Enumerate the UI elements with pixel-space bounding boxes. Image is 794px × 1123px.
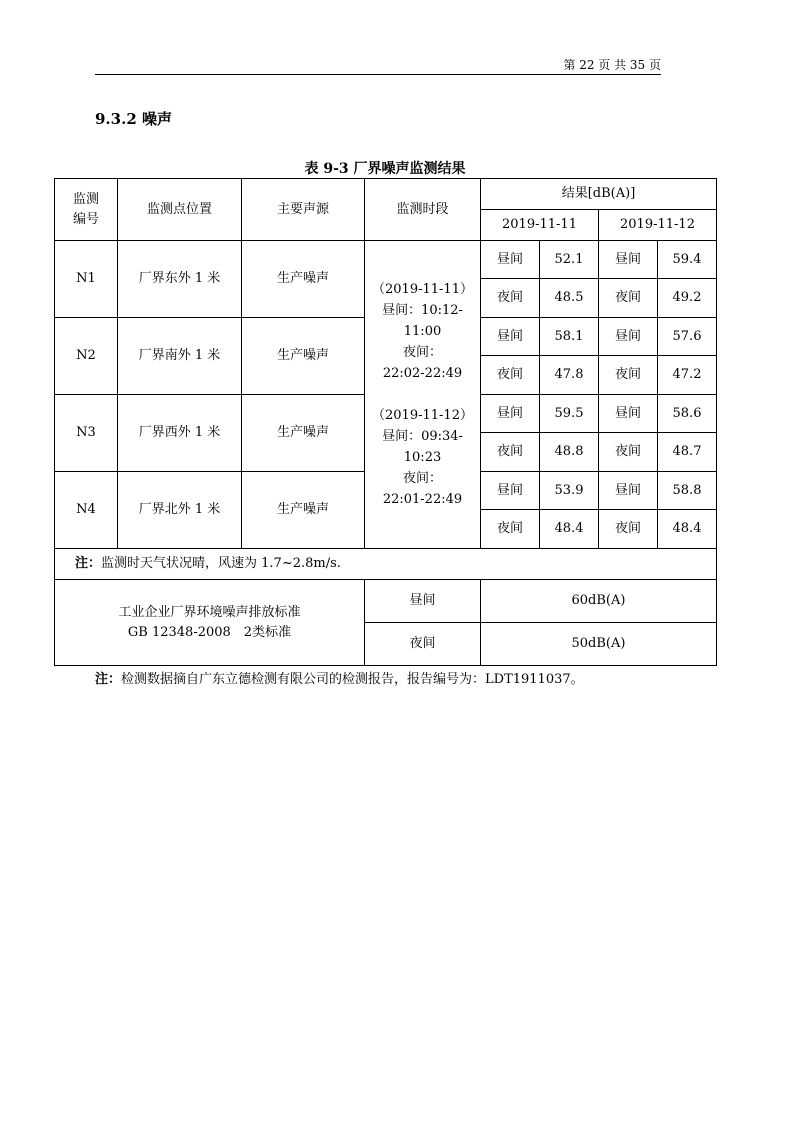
value-cell: 48.4 xyxy=(540,510,599,549)
standard-day-value: 60dB(A) xyxy=(481,580,717,623)
day-label: 昼间 xyxy=(599,241,658,279)
night-label: 夜间 xyxy=(599,510,658,549)
value-cell: 47.8 xyxy=(540,356,599,395)
day-label: 昼间 xyxy=(599,318,658,356)
noise-source: 生产噪声 xyxy=(242,318,365,395)
noise-source: 生产噪声 xyxy=(242,472,365,549)
value-cell: 58.6 xyxy=(658,395,717,433)
value-cell: 58.1 xyxy=(540,318,599,356)
value-cell: 53.9 xyxy=(540,472,599,510)
header-id: 监测编号 xyxy=(55,179,118,241)
value-cell: 58.8 xyxy=(658,472,717,510)
night-label: 夜间 xyxy=(599,279,658,318)
value-cell: 48.8 xyxy=(540,433,599,472)
night-label: 夜间 xyxy=(599,356,658,395)
page-number: 第 22 页 共 35 页 xyxy=(563,58,661,72)
weather-note-row xyxy=(55,549,717,580)
page-header xyxy=(95,58,661,75)
header-date-2: 2019-11-12 xyxy=(599,210,717,241)
standard-day-label: 昼间 xyxy=(365,580,481,623)
day-label: 昼间 xyxy=(599,472,658,510)
header-source: 主要声源 xyxy=(242,179,365,241)
header-date-1: 2019-11-11 xyxy=(481,210,599,241)
noise-source: 生产噪声 xyxy=(242,241,365,318)
table-row xyxy=(55,241,717,279)
monitoring-period: （2019-11-11） 昼间：10:12- 11:00 夜间： 22:02-22:49 （2019-11-12） 昼间：09:34- 10:23 夜间： 22:01-22:49 xyxy=(365,241,481,549)
point-location: 厂界东外 1 米 xyxy=(118,241,242,318)
header-location: 监测点位置 xyxy=(118,179,242,241)
value-cell: 48.7 xyxy=(658,433,717,472)
point-id: N1 xyxy=(55,241,118,318)
standard-name: 工业企业厂界环境噪声排放标准 GB 12348-2008 2类标准 xyxy=(55,580,365,666)
value-cell: 48.4 xyxy=(658,510,717,549)
point-location: 厂界西外 1 米 xyxy=(118,395,242,472)
standard-row xyxy=(55,580,717,623)
night-label: 夜间 xyxy=(481,510,540,549)
header-period: 监测时段 xyxy=(365,179,481,241)
point-id: N3 xyxy=(55,395,118,472)
weather-note: 注：监测时天气状况晴，风速为 1.7~2.8m/s. xyxy=(55,549,717,580)
day-label: 昼间 xyxy=(481,472,540,510)
noise-results-table xyxy=(54,178,717,666)
value-cell: 49.2 xyxy=(658,279,717,318)
night-label: 夜间 xyxy=(599,433,658,472)
noise-source: 生产噪声 xyxy=(242,395,365,472)
header-result: 结果[dB(A)] xyxy=(481,179,717,210)
standard-night-value: 50dB(A) xyxy=(481,623,717,666)
value-cell: 59.5 xyxy=(540,395,599,433)
day-label: 昼间 xyxy=(481,395,540,433)
value-cell: 47.2 xyxy=(658,356,717,395)
point-location: 厂界南外 1 米 xyxy=(118,318,242,395)
value-cell: 48.5 xyxy=(540,279,599,318)
value-cell: 57.6 xyxy=(658,318,717,356)
night-label: 夜间 xyxy=(481,433,540,472)
value-cell: 52.1 xyxy=(540,241,599,279)
point-id: N2 xyxy=(55,318,118,395)
night-label: 夜间 xyxy=(481,356,540,395)
night-label: 夜间 xyxy=(481,279,540,318)
table-caption: 表 9-3 厂界噪声监测结果 xyxy=(304,161,466,177)
footnote: 注：检测数据摘自广东立德检测有限公司的检测报告，报告编号为：LDT1911037。 xyxy=(95,672,584,687)
day-label: 昼间 xyxy=(481,318,540,356)
section-title: 9.3.2 噪声 xyxy=(95,110,172,128)
value-cell: 59.4 xyxy=(658,241,717,279)
day-label: 昼间 xyxy=(481,241,540,279)
day-label: 昼间 xyxy=(599,395,658,433)
standard-night-label: 夜间 xyxy=(365,623,481,666)
point-location: 厂界北外 1 米 xyxy=(118,472,242,549)
point-id: N4 xyxy=(55,472,118,549)
